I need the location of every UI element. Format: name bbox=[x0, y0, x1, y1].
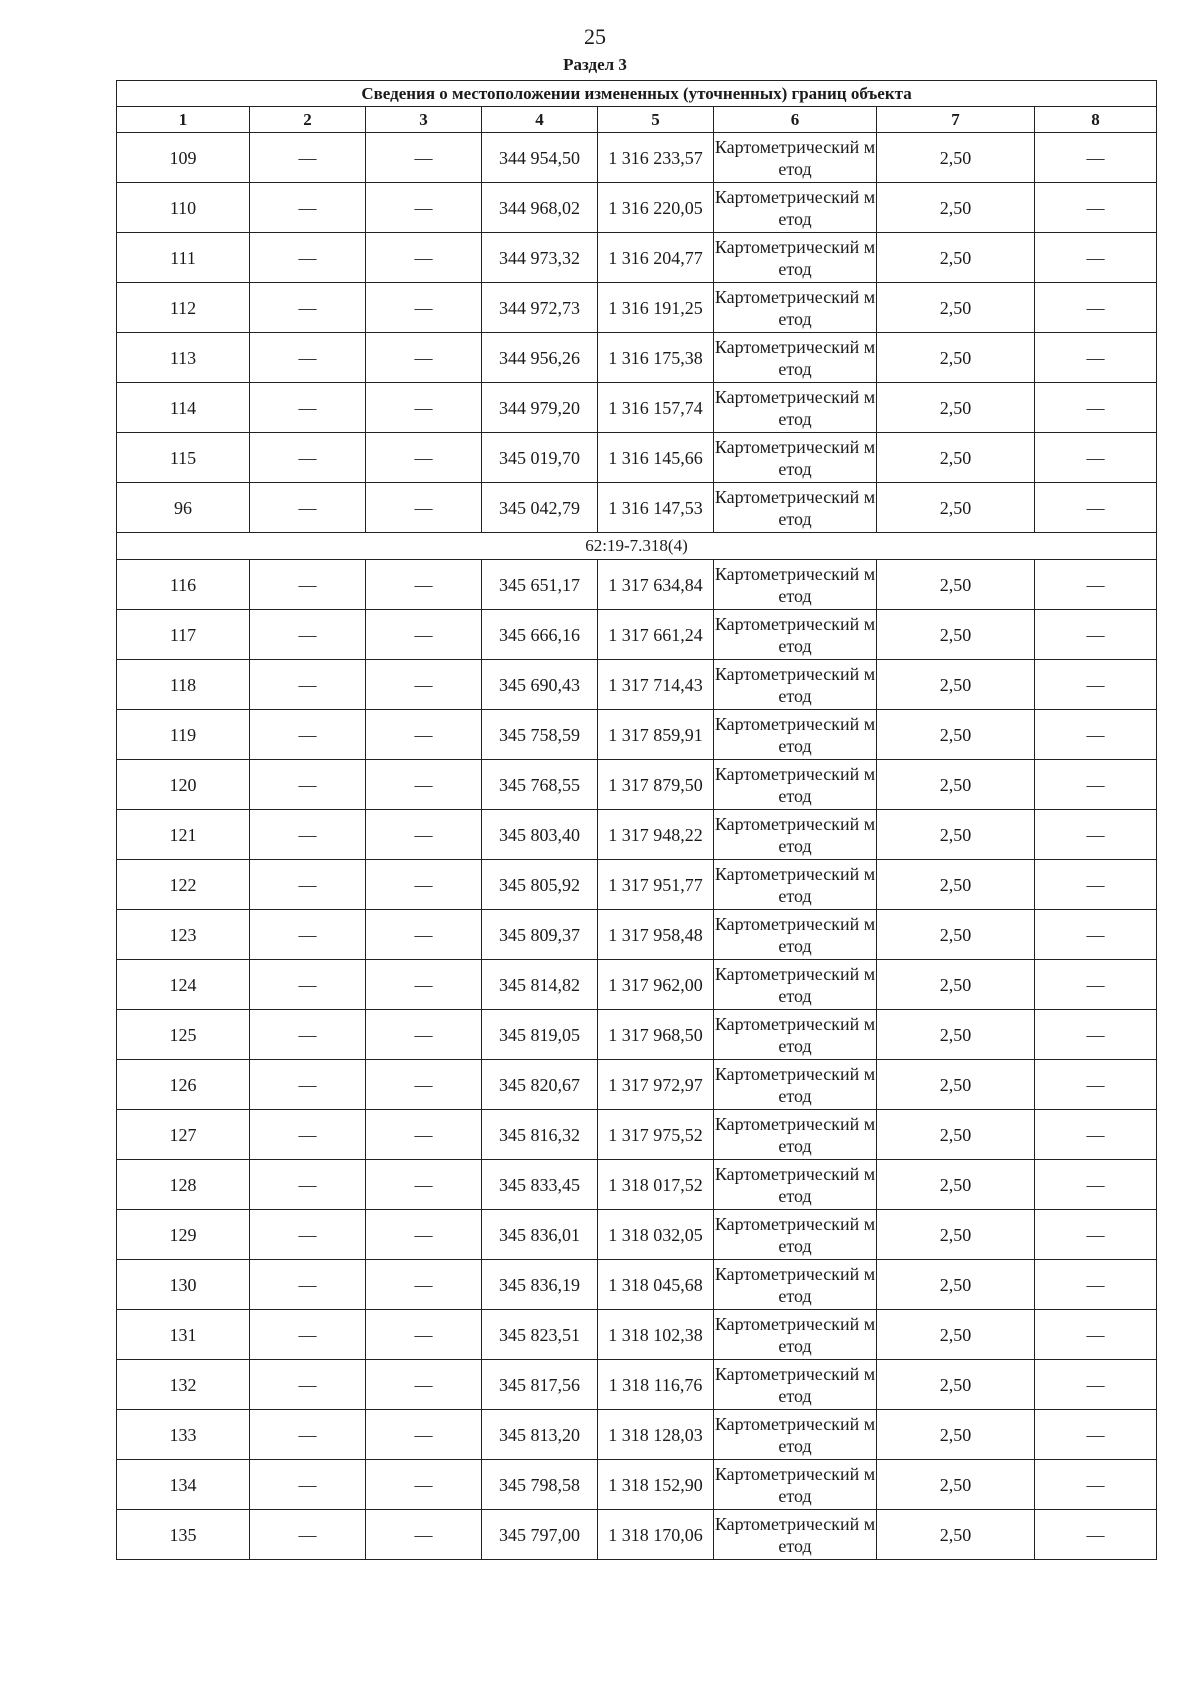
x-coordinate-cell: 345 836,01 bbox=[482, 1210, 598, 1260]
col3-cell: — bbox=[366, 610, 482, 660]
col8-cell: — bbox=[1035, 1160, 1157, 1210]
col2-cell: — bbox=[250, 560, 366, 610]
col2-cell: — bbox=[250, 660, 366, 710]
column-header-8: 8 bbox=[1035, 107, 1157, 133]
column-header-4: 4 bbox=[482, 107, 598, 133]
table-row bbox=[117, 283, 1157, 333]
y-coordinate-cell: 1 316 204,77 bbox=[598, 233, 714, 283]
point-number-cell: 135 bbox=[117, 1510, 250, 1560]
col3-cell: — bbox=[366, 710, 482, 760]
col2-cell: — bbox=[250, 710, 366, 760]
y-coordinate-cell: 1 317 962,00 bbox=[598, 960, 714, 1010]
x-coordinate-cell: 345 758,59 bbox=[482, 710, 598, 760]
point-number-cell: 125 bbox=[117, 1010, 250, 1060]
col2-cell: — bbox=[250, 1260, 366, 1310]
col3-cell: — bbox=[366, 660, 482, 710]
col8-cell: — bbox=[1035, 860, 1157, 910]
point-number-cell: 130 bbox=[117, 1260, 250, 1310]
col8-cell: — bbox=[1035, 183, 1157, 233]
y-coordinate-cell: 1 316 175,38 bbox=[598, 333, 714, 383]
col2-cell: — bbox=[250, 810, 366, 860]
table-row bbox=[117, 383, 1157, 433]
col8-cell: — bbox=[1035, 383, 1157, 433]
col8-cell: — bbox=[1035, 1260, 1157, 1310]
col2-cell: — bbox=[250, 960, 366, 1010]
col3-cell: — bbox=[366, 483, 482, 533]
y-coordinate-cell: 1 317 968,50 bbox=[598, 1010, 714, 1060]
accuracy-cell: 2,50 bbox=[877, 960, 1035, 1010]
method-cell: Картометрический метод bbox=[714, 1160, 877, 1210]
accuracy-cell: 2,50 bbox=[877, 610, 1035, 660]
column-header-5: 5 bbox=[598, 107, 714, 133]
method-cell: Картометрический метод bbox=[714, 910, 877, 960]
accuracy-cell: 2,50 bbox=[877, 1410, 1035, 1460]
accuracy-cell: 2,50 bbox=[877, 810, 1035, 860]
y-coordinate-cell: 1 317 879,50 bbox=[598, 760, 714, 810]
table-row bbox=[117, 1410, 1157, 1460]
accuracy-cell: 2,50 bbox=[877, 910, 1035, 960]
x-coordinate-cell: 345 798,58 bbox=[482, 1460, 598, 1510]
col8-cell: — bbox=[1035, 433, 1157, 483]
col2-cell: — bbox=[250, 1110, 366, 1160]
col3-cell: — bbox=[366, 133, 482, 183]
table-row bbox=[117, 1510, 1157, 1560]
method-cell: Картометрический метод bbox=[714, 1210, 877, 1260]
method-cell: Картометрический метод bbox=[714, 1110, 877, 1160]
x-coordinate-cell: 345 797,00 bbox=[482, 1510, 598, 1560]
table-row bbox=[117, 1460, 1157, 1510]
accuracy-cell: 2,50 bbox=[877, 760, 1035, 810]
accuracy-cell: 2,50 bbox=[877, 483, 1035, 533]
col2-cell: — bbox=[250, 1160, 366, 1210]
table-row bbox=[117, 133, 1157, 183]
table-row bbox=[117, 483, 1157, 533]
point-number-cell: 121 bbox=[117, 810, 250, 860]
method-cell: Картометрический метод bbox=[714, 383, 877, 433]
accuracy-cell: 2,50 bbox=[877, 233, 1035, 283]
y-coordinate-cell: 1 318 128,03 bbox=[598, 1410, 714, 1460]
point-number-cell: 115 bbox=[117, 433, 250, 483]
col8-cell: — bbox=[1035, 1010, 1157, 1060]
method-cell: Картометрический метод bbox=[714, 810, 877, 860]
column-header-3: 3 bbox=[366, 107, 482, 133]
method-cell: Картометрический метод bbox=[714, 233, 877, 283]
col8-cell: — bbox=[1035, 283, 1157, 333]
accuracy-cell: 2,50 bbox=[877, 183, 1035, 233]
table-row bbox=[117, 860, 1157, 910]
x-coordinate-cell: 344 956,26 bbox=[482, 333, 598, 383]
method-cell: Картометрический метод bbox=[714, 860, 877, 910]
y-coordinate-cell: 1 316 147,53 bbox=[598, 483, 714, 533]
group-label: 62:19-7.318(4) bbox=[117, 533, 1157, 560]
column-header-7: 7 bbox=[877, 107, 1035, 133]
x-coordinate-cell: 345 768,55 bbox=[482, 760, 598, 810]
method-cell: Картометрический метод bbox=[714, 710, 877, 760]
table-row bbox=[117, 333, 1157, 383]
table-row bbox=[117, 610, 1157, 660]
x-coordinate-cell: 345 809,37 bbox=[482, 910, 598, 960]
y-coordinate-cell: 1 317 714,43 bbox=[598, 660, 714, 710]
col8-cell: — bbox=[1035, 610, 1157, 660]
table-row bbox=[117, 560, 1157, 610]
col2-cell: — bbox=[250, 860, 366, 910]
point-number-cell: 122 bbox=[117, 860, 250, 910]
x-coordinate-cell: 344 972,73 bbox=[482, 283, 598, 333]
x-coordinate-cell: 345 823,51 bbox=[482, 1310, 598, 1360]
method-cell: Картометрический метод bbox=[714, 610, 877, 660]
section-title: Раздел 3 bbox=[563, 55, 627, 74]
accuracy-cell: 2,50 bbox=[877, 283, 1035, 333]
point-number-cell: 116 bbox=[117, 560, 250, 610]
col2-cell: — bbox=[250, 133, 366, 183]
table-caption: Сведения о местоположении измененных (уточненных) границ объекта bbox=[117, 81, 1157, 107]
y-coordinate-cell: 1 316 191,25 bbox=[598, 283, 714, 333]
method-cell: Картометрический метод bbox=[714, 333, 877, 383]
col8-cell: — bbox=[1035, 1060, 1157, 1110]
col3-cell: — bbox=[366, 1010, 482, 1060]
col2-cell: — bbox=[250, 483, 366, 533]
y-coordinate-cell: 1 317 661,24 bbox=[598, 610, 714, 660]
col8-cell: — bbox=[1035, 960, 1157, 1010]
col8-cell: — bbox=[1035, 233, 1157, 283]
y-coordinate-cell: 1 317 951,77 bbox=[598, 860, 714, 910]
col3-cell: — bbox=[366, 433, 482, 483]
x-coordinate-cell: 344 973,32 bbox=[482, 233, 598, 283]
accuracy-cell: 2,50 bbox=[877, 1060, 1035, 1110]
table-row bbox=[117, 1360, 1157, 1410]
column-header-1: 1 bbox=[117, 107, 250, 133]
col3-cell: — bbox=[366, 1060, 482, 1110]
point-number-cell: 133 bbox=[117, 1410, 250, 1460]
col3-cell: — bbox=[366, 183, 482, 233]
point-number-cell: 127 bbox=[117, 1110, 250, 1160]
point-number-cell: 114 bbox=[117, 383, 250, 433]
col8-cell: — bbox=[1035, 760, 1157, 810]
x-coordinate-cell: 345 816,32 bbox=[482, 1110, 598, 1160]
col3-cell: — bbox=[366, 1410, 482, 1460]
column-header-row bbox=[117, 107, 1157, 133]
col3-cell: — bbox=[366, 1110, 482, 1160]
col8-cell: — bbox=[1035, 710, 1157, 760]
y-coordinate-cell: 1 317 859,91 bbox=[598, 710, 714, 760]
point-number-cell: 117 bbox=[117, 610, 250, 660]
y-coordinate-cell: 1 317 948,22 bbox=[598, 810, 714, 860]
point-number-cell: 119 bbox=[117, 710, 250, 760]
x-coordinate-cell: 344 968,02 bbox=[482, 183, 598, 233]
column-header-6: 6 bbox=[714, 107, 877, 133]
accuracy-cell: 2,50 bbox=[877, 1310, 1035, 1360]
x-coordinate-cell: 345 805,92 bbox=[482, 860, 598, 910]
method-cell: Картометрический метод bbox=[714, 1310, 877, 1360]
x-coordinate-cell: 344 954,50 bbox=[482, 133, 598, 183]
point-number-cell: 132 bbox=[117, 1360, 250, 1410]
accuracy-cell: 2,50 bbox=[877, 1010, 1035, 1060]
col3-cell: — bbox=[366, 860, 482, 910]
method-cell: Картометрический метод bbox=[714, 560, 877, 610]
col3-cell: — bbox=[366, 333, 482, 383]
method-cell: Картометрический метод bbox=[714, 660, 877, 710]
col8-cell: — bbox=[1035, 133, 1157, 183]
col2-cell: — bbox=[250, 1210, 366, 1260]
y-coordinate-cell: 1 318 116,76 bbox=[598, 1360, 714, 1410]
table-row bbox=[117, 1210, 1157, 1260]
col8-cell: — bbox=[1035, 1510, 1157, 1560]
table-row bbox=[117, 1060, 1157, 1110]
col3-cell: — bbox=[366, 560, 482, 610]
col2-cell: — bbox=[250, 233, 366, 283]
x-coordinate-cell: 344 979,20 bbox=[482, 383, 598, 433]
col8-cell: — bbox=[1035, 810, 1157, 860]
col3-cell: — bbox=[366, 1310, 482, 1360]
accuracy-cell: 2,50 bbox=[877, 1260, 1035, 1310]
method-cell: Картометрический метод bbox=[714, 1460, 877, 1510]
col2-cell: — bbox=[250, 610, 366, 660]
accuracy-cell: 2,50 bbox=[877, 1210, 1035, 1260]
method-cell: Картометрический метод bbox=[714, 1260, 877, 1310]
table-row bbox=[117, 433, 1157, 483]
table-row bbox=[117, 810, 1157, 860]
col3-cell: — bbox=[366, 233, 482, 283]
y-coordinate-cell: 1 316 220,05 bbox=[598, 183, 714, 233]
col8-cell: — bbox=[1035, 1410, 1157, 1460]
col2-cell: — bbox=[250, 760, 366, 810]
y-coordinate-cell: 1 318 152,90 bbox=[598, 1460, 714, 1510]
point-number-cell: 126 bbox=[117, 1060, 250, 1110]
y-coordinate-cell: 1 317 634,84 bbox=[598, 560, 714, 610]
method-cell: Картометрический метод bbox=[714, 133, 877, 183]
table-row bbox=[117, 760, 1157, 810]
group-row bbox=[117, 533, 1157, 560]
col2-cell: — bbox=[250, 333, 366, 383]
col2-cell: — bbox=[250, 383, 366, 433]
y-coordinate-cell: 1 317 975,52 bbox=[598, 1110, 714, 1160]
col3-cell: — bbox=[366, 760, 482, 810]
point-number-cell: 134 bbox=[117, 1460, 250, 1510]
table-row bbox=[117, 710, 1157, 760]
table-row bbox=[117, 1310, 1157, 1360]
y-coordinate-cell: 1 317 972,97 bbox=[598, 1060, 714, 1110]
col3-cell: — bbox=[366, 1360, 482, 1410]
x-coordinate-cell: 345 019,70 bbox=[482, 433, 598, 483]
accuracy-cell: 2,50 bbox=[877, 1510, 1035, 1560]
table-row bbox=[117, 1260, 1157, 1310]
x-coordinate-cell: 345 690,43 bbox=[482, 660, 598, 710]
col8-cell: — bbox=[1035, 1360, 1157, 1410]
col2-cell: — bbox=[250, 1310, 366, 1360]
point-number-cell: 123 bbox=[117, 910, 250, 960]
table-row bbox=[117, 1010, 1157, 1060]
col8-cell: — bbox=[1035, 560, 1157, 610]
x-coordinate-cell: 345 833,45 bbox=[482, 1160, 598, 1210]
x-coordinate-cell: 345 666,16 bbox=[482, 610, 598, 660]
method-cell: Картометрический метод bbox=[714, 283, 877, 333]
point-number-cell: 113 bbox=[117, 333, 250, 383]
table-row bbox=[117, 1160, 1157, 1210]
col3-cell: — bbox=[366, 1260, 482, 1310]
accuracy-cell: 2,50 bbox=[877, 860, 1035, 910]
table-row bbox=[117, 183, 1157, 233]
col3-cell: — bbox=[366, 910, 482, 960]
col8-cell: — bbox=[1035, 1460, 1157, 1510]
accuracy-cell: 2,50 bbox=[877, 133, 1035, 183]
col8-cell: — bbox=[1035, 660, 1157, 710]
col8-cell: — bbox=[1035, 1210, 1157, 1260]
y-coordinate-cell: 1 318 045,68 bbox=[598, 1260, 714, 1310]
accuracy-cell: 2,50 bbox=[877, 660, 1035, 710]
method-cell: Картометрический метод bbox=[714, 1010, 877, 1060]
col3-cell: — bbox=[366, 810, 482, 860]
x-coordinate-cell: 345 803,40 bbox=[482, 810, 598, 860]
column-header-2: 2 bbox=[250, 107, 366, 133]
point-number-cell: 118 bbox=[117, 660, 250, 710]
col8-cell: — bbox=[1035, 910, 1157, 960]
accuracy-cell: 2,50 bbox=[877, 560, 1035, 610]
col3-cell: — bbox=[366, 1510, 482, 1560]
col2-cell: — bbox=[250, 1060, 366, 1110]
table-row bbox=[117, 660, 1157, 710]
col8-cell: — bbox=[1035, 483, 1157, 533]
method-cell: Картометрический метод bbox=[714, 960, 877, 1010]
method-cell: Картометрический метод bbox=[714, 483, 877, 533]
point-number-cell: 120 bbox=[117, 760, 250, 810]
col2-cell: — bbox=[250, 910, 366, 960]
point-number-cell: 111 bbox=[117, 233, 250, 283]
method-cell: Картометрический метод bbox=[714, 1360, 877, 1410]
y-coordinate-cell: 1 316 233,57 bbox=[598, 133, 714, 183]
accuracy-cell: 2,50 bbox=[877, 710, 1035, 760]
accuracy-cell: 2,50 bbox=[877, 383, 1035, 433]
table-row bbox=[117, 910, 1157, 960]
y-coordinate-cell: 1 317 958,48 bbox=[598, 910, 714, 960]
accuracy-cell: 2,50 bbox=[877, 433, 1035, 483]
col2-cell: — bbox=[250, 1360, 366, 1410]
col2-cell: — bbox=[250, 1460, 366, 1510]
col2-cell: — bbox=[250, 183, 366, 233]
col3-cell: — bbox=[366, 1460, 482, 1510]
col8-cell: — bbox=[1035, 333, 1157, 383]
x-coordinate-cell: 345 813,20 bbox=[482, 1410, 598, 1460]
col3-cell: — bbox=[366, 960, 482, 1010]
x-coordinate-cell: 345 042,79 bbox=[482, 483, 598, 533]
x-coordinate-cell: 345 814,82 bbox=[482, 960, 598, 1010]
col3-cell: — bbox=[366, 1210, 482, 1260]
method-cell: Картометрический метод bbox=[714, 1410, 877, 1460]
y-coordinate-cell: 1 318 102,38 bbox=[598, 1310, 714, 1360]
boundary-coordinates-table bbox=[116, 80, 1157, 1560]
x-coordinate-cell: 345 820,67 bbox=[482, 1060, 598, 1110]
y-coordinate-cell: 1 318 170,06 bbox=[598, 1510, 714, 1560]
x-coordinate-cell: 345 651,17 bbox=[482, 560, 598, 610]
y-coordinate-cell: 1 316 145,66 bbox=[598, 433, 714, 483]
accuracy-cell: 2,50 bbox=[877, 1360, 1035, 1410]
accuracy-cell: 2,50 bbox=[877, 1460, 1035, 1510]
y-coordinate-cell: 1 318 017,52 bbox=[598, 1160, 714, 1210]
col2-cell: — bbox=[250, 1410, 366, 1460]
accuracy-cell: 2,50 bbox=[877, 1110, 1035, 1160]
x-coordinate-cell: 345 817,56 bbox=[482, 1360, 598, 1410]
method-cell: Картометрический метод bbox=[714, 433, 877, 483]
point-number-cell: 124 bbox=[117, 960, 250, 1010]
col3-cell: — bbox=[366, 283, 482, 333]
col2-cell: — bbox=[250, 283, 366, 333]
x-coordinate-cell: 345 819,05 bbox=[482, 1010, 598, 1060]
method-cell: Картометрический метод bbox=[714, 1510, 877, 1560]
accuracy-cell: 2,50 bbox=[877, 1160, 1035, 1210]
point-number-cell: 131 bbox=[117, 1310, 250, 1360]
y-coordinate-cell: 1 316 157,74 bbox=[598, 383, 714, 433]
point-number-cell: 96 bbox=[117, 483, 250, 533]
col8-cell: — bbox=[1035, 1110, 1157, 1160]
x-coordinate-cell: 345 836,19 bbox=[482, 1260, 598, 1310]
col2-cell: — bbox=[250, 1510, 366, 1560]
col8-cell: — bbox=[1035, 1310, 1157, 1360]
col2-cell: — bbox=[250, 433, 366, 483]
point-number-cell: 112 bbox=[117, 283, 250, 333]
table-row bbox=[117, 233, 1157, 283]
method-cell: Картометрический метод bbox=[714, 1060, 877, 1110]
point-number-cell: 128 bbox=[117, 1160, 250, 1210]
table-row bbox=[117, 960, 1157, 1010]
y-coordinate-cell: 1 318 032,05 bbox=[598, 1210, 714, 1260]
accuracy-cell: 2,50 bbox=[877, 333, 1035, 383]
col3-cell: — bbox=[366, 383, 482, 433]
col3-cell: — bbox=[366, 1160, 482, 1210]
col2-cell: — bbox=[250, 1010, 366, 1060]
point-number-cell: 110 bbox=[117, 183, 250, 233]
method-cell: Картометрический метод bbox=[714, 760, 877, 810]
table-body bbox=[117, 133, 1157, 1560]
point-number-cell: 129 bbox=[117, 1210, 250, 1260]
method-cell: Картометрический метод bbox=[714, 183, 877, 233]
table-row bbox=[117, 1110, 1157, 1160]
point-number-cell: 109 bbox=[117, 133, 250, 183]
page-number: 25 bbox=[584, 24, 606, 49]
